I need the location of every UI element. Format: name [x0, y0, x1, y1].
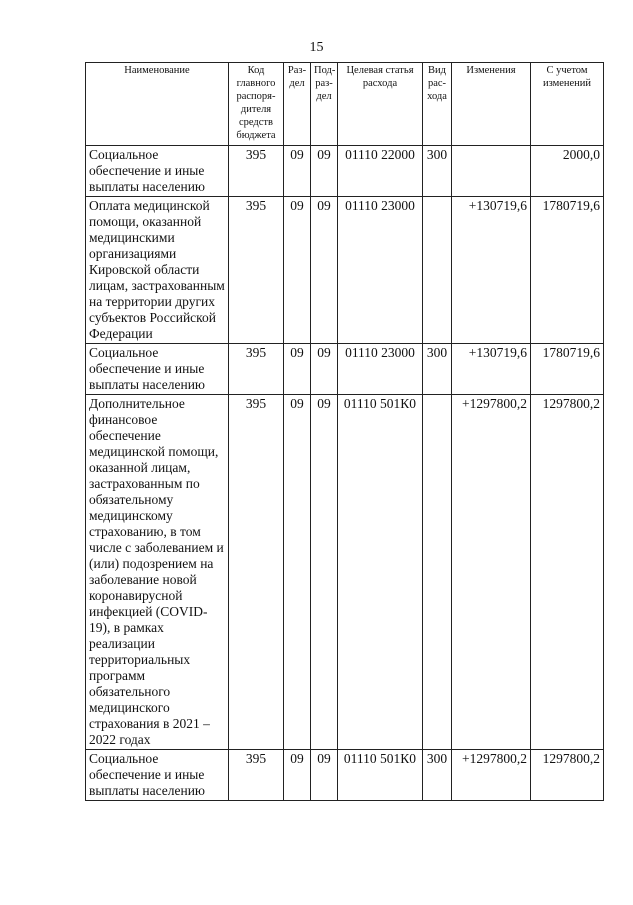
header-subsection: Под-раз-дел — [311, 63, 338, 146]
cell-name: Дополнительное финансовое обеспечение медицинской помощи, оказанной лицам, застрахованным по обязательному медицинскому страхованию, в том числе с заболеванием и (или) подозрением на заболевание новой коронавирусной инфекцией (COVID-19), в рамках реализации территориальных программ обязательного медицинского страхования в 2021 – 2022 годах — [86, 395, 229, 750]
cell-code: 395 — [229, 750, 284, 801]
table-row — [86, 344, 604, 395]
cell-type: 300 — [423, 146, 452, 197]
cell-code: 395 — [229, 197, 284, 344]
cell-change — [452, 146, 531, 197]
cell-total: 1780719,6 — [531, 344, 604, 395]
cell-name: Социальное обеспечение и иные выплаты населению — [86, 750, 229, 801]
cell-name: Социальное обеспечение и иные выплаты населению — [86, 344, 229, 395]
cell-section: 09 — [284, 395, 311, 750]
table-header-row — [86, 63, 604, 146]
cell-section: 09 — [284, 344, 311, 395]
cell-type — [423, 197, 452, 344]
table-row — [86, 395, 604, 750]
cell-name: Оплата медицинской помощи, оказанной медицинскими организациями Кировской области лицам, застрахованным на территории других субъектов Российской Федерации — [86, 197, 229, 344]
cell-change: +130719,6 — [452, 344, 531, 395]
header-type: Вид рас-хода — [423, 63, 452, 146]
cell-subsection: 09 — [311, 750, 338, 801]
header-change: Изменения — [452, 63, 531, 146]
cell-total: 2000,0 — [531, 146, 604, 197]
cell-change: +130719,6 — [452, 197, 531, 344]
cell-article: 01110 23000 — [338, 197, 423, 344]
cell-subsection: 09 — [311, 197, 338, 344]
cell-subsection: 09 — [311, 344, 338, 395]
table-row — [86, 197, 604, 344]
cell-name: Социальное обеспечение и иные выплаты населению — [86, 146, 229, 197]
cell-code: 395 — [229, 344, 284, 395]
header-article: Целевая статья расхода — [338, 63, 423, 146]
cell-type: 300 — [423, 344, 452, 395]
cell-subsection: 09 — [311, 395, 338, 750]
cell-total: 1297800,2 — [531, 750, 604, 801]
cell-change: +1297800,2 — [452, 395, 531, 750]
header-section: Раз-дел — [284, 63, 311, 146]
cell-section: 09 — [284, 750, 311, 801]
cell-total: 1297800,2 — [531, 395, 604, 750]
cell-subsection: 09 — [311, 146, 338, 197]
table-row — [86, 146, 604, 197]
header-code: Код главного распоря-дителя средств бюджета — [229, 63, 284, 146]
table-row — [86, 750, 604, 801]
cell-code: 395 — [229, 146, 284, 197]
cell-change: +1297800,2 — [452, 750, 531, 801]
cell-type: 300 — [423, 750, 452, 801]
cell-article: 01110 22000 — [338, 146, 423, 197]
cell-code: 395 — [229, 395, 284, 750]
budget-table — [85, 62, 604, 801]
cell-article: 01110 501К0 — [338, 395, 423, 750]
page-number: 15 — [309, 40, 324, 55]
cell-section: 09 — [284, 146, 311, 197]
cell-article: 01110 23000 — [338, 344, 423, 395]
header-total: С учетом изменений — [531, 63, 604, 146]
header-name: Наименование — [86, 63, 229, 146]
cell-article: 01110 501К0 — [338, 750, 423, 801]
cell-total: 1780719,6 — [531, 197, 604, 344]
cell-section: 09 — [284, 197, 311, 344]
cell-type — [423, 395, 452, 750]
